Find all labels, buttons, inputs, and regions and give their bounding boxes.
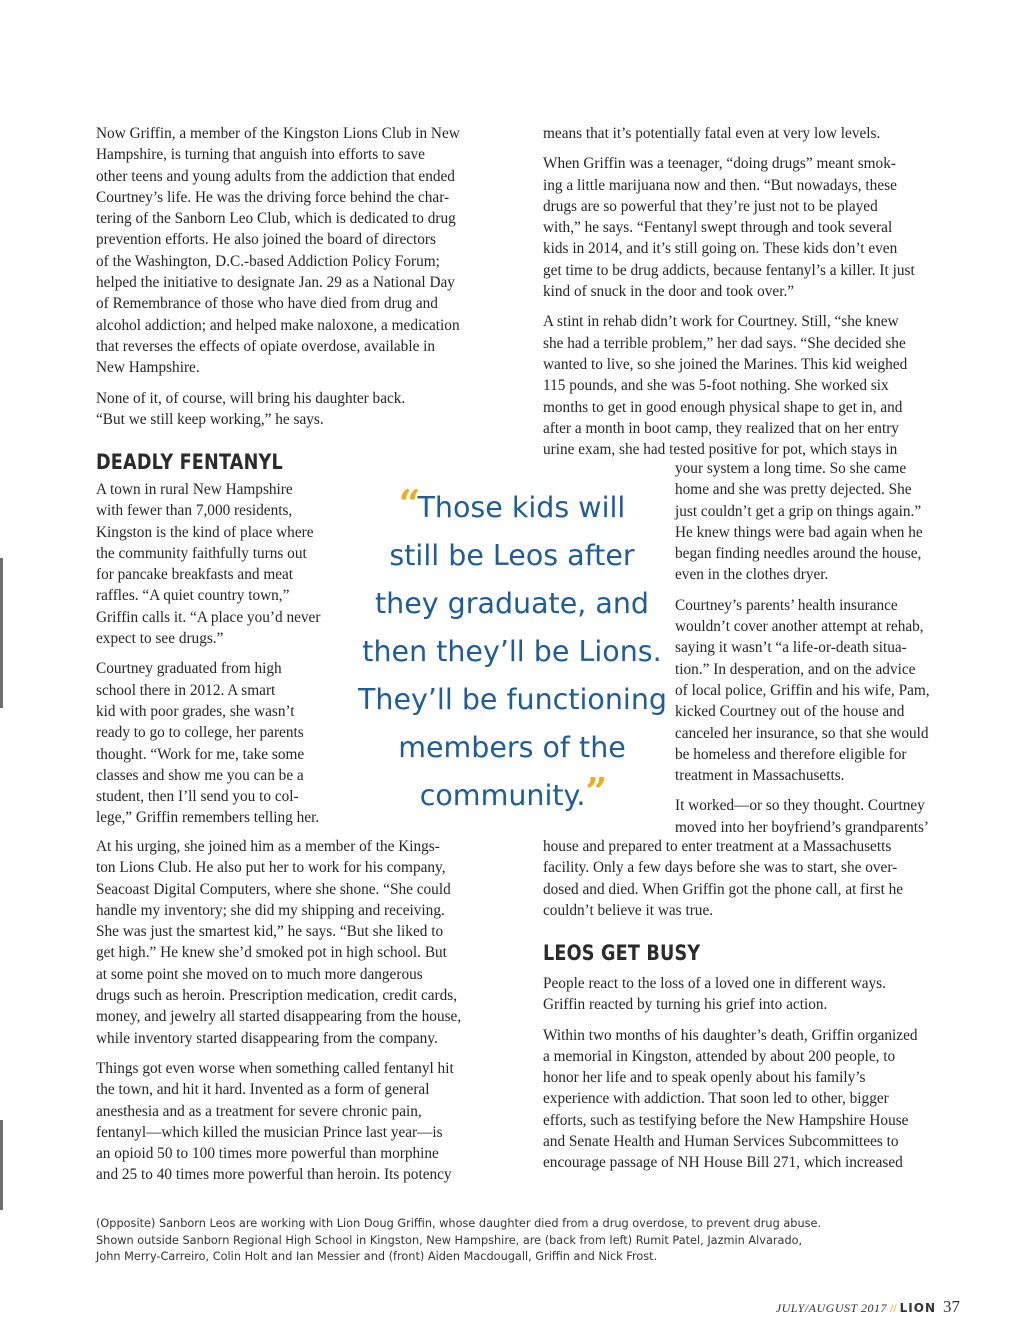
- text-line: kids in 2014, and it’s still going on. These kids don’t even: [543, 240, 898, 258]
- footer-magazine-name: LION: [899, 1301, 936, 1315]
- text-line: alcohol addiction; and helped make naloxone, a medication: [96, 316, 460, 334]
- paragraph: [543, 973, 963, 1016]
- article-col2-mid: [543, 836, 963, 921]
- text-line: and Senate Health and Human Services Subcommittees to: [543, 1133, 899, 1151]
- text-line: student, then I’ll send you to col-: [96, 788, 299, 806]
- text-line: Griffin calls it. “A place you’d never: [96, 608, 321, 626]
- open-quote-mark: “: [398, 481, 418, 526]
- text-line: prevention efforts. He also joined the board of directors: [96, 231, 436, 249]
- text-line: kid with poor grades, she wasn’t: [96, 702, 295, 720]
- text-line: and 25 to 40 times more powerful than heroin. Its potency: [96, 1166, 452, 1184]
- text-line: be homeless and therefore eligible for: [675, 745, 907, 763]
- text-line: experience with addiction. That soon led to other, bigger: [543, 1090, 889, 1108]
- text-line: home and she was pretty dejected. She: [675, 481, 912, 499]
- paragraph: [543, 153, 963, 302]
- text-line: drugs are so powerful that they’re just not to be played: [543, 197, 878, 215]
- text-line: house and prepared to enter treatment at a Massachusetts: [543, 838, 892, 855]
- text-line: dosed and died. When Griffin got the phone call, at first he: [543, 880, 904, 898]
- text-line: thought. “Work for me, take some: [96, 745, 305, 763]
- text-line: couldn’t believe it was true.: [543, 901, 714, 919]
- text-line: helped the initiative to designate Jan. 29 as a National Day: [96, 274, 455, 292]
- text-line: ready to go to college, her parents: [96, 724, 304, 742]
- paragraph: [96, 479, 358, 649]
- paragraph: [675, 595, 965, 787]
- text-line: treatment in Massachusetts.: [675, 767, 845, 785]
- text-line: 115 pounds, and she was 5-foot nothing. She worked six: [543, 377, 889, 395]
- paragraph: [675, 795, 965, 838]
- pull-quote-text: They’ll be functioning: [358, 683, 668, 716]
- text-line: Things got even worse when something called fentanyl hit: [96, 1059, 454, 1077]
- text-line: kind of snuck in the door and took over.”: [543, 283, 795, 301]
- text-line: efforts, such as testifying before the New Hampshire House: [543, 1111, 909, 1129]
- footer-separator: //: [889, 1301, 897, 1315]
- article-col2-bottom: [543, 973, 963, 1174]
- text-line: Courtney’s parents’ health insurance: [675, 596, 898, 614]
- text-line: at some point she moved on to much more dangerous: [96, 965, 423, 983]
- text-line: of Remembrance of those who have died from drug and: [96, 295, 438, 313]
- paragraph: [543, 311, 963, 460]
- text-line: a memorial in Kingston, attended by about 200 people, to: [543, 1047, 896, 1065]
- text-line: your system a long time. So she came: [675, 460, 907, 477]
- text-line: of the Washington, D.C.-based Addiction Policy Forum;: [96, 252, 440, 270]
- text-line: At his urging, she joined him as a member of the Kings-: [96, 838, 440, 855]
- footer-page-number: 37: [943, 1297, 960, 1316]
- text-line: honor her life and to speak openly about his family’s: [543, 1069, 866, 1087]
- text-line: wanted to live, so she joined the Marines. This kid weighed: [543, 355, 908, 373]
- pull-quote-line: [358, 628, 666, 676]
- article-col1-top: [96, 123, 516, 430]
- close-quote-mark: ”: [585, 769, 605, 814]
- text-line: facility. Only a few days before she was to start, she over-: [543, 859, 898, 877]
- text-line: (Opposite) Sanborn Leos are working with Lion Doug Griffin, whose daughter died from a drug overdose, to prevent drug abuse.: [96, 1217, 822, 1230]
- text-line: even in the clothes dryer.: [675, 566, 829, 584]
- text-line: the community faithfully turns out: [96, 544, 307, 562]
- paragraph: [96, 1058, 516, 1186]
- text-line: Kingston is the kind of place where: [96, 523, 314, 541]
- text-line: tering of the Sanborn Leo Club, which is dedicated to drug: [96, 210, 456, 228]
- text-line: Seacoast Digital Computers, where she shone. “She could: [96, 880, 451, 898]
- page-edge-shadow: [0, 1120, 3, 1210]
- text-line: When Griffin was a teenager, “doing drugs” meant smok-: [543, 155, 896, 173]
- text-line: get time to be drug addicts, because fentanyl’s a killer. It just: [543, 261, 915, 279]
- paragraph: [96, 658, 358, 828]
- article-col2-narrow: [675, 458, 965, 838]
- text-line: encourage passage of NH House Bill 271, which increased: [543, 1154, 903, 1172]
- text-line: kicked Courtney out of the house and: [675, 703, 905, 721]
- pull-quote-text: then they’ll be Lions.: [362, 635, 662, 668]
- text-line: None of it, of course, will bring his daughter back.: [96, 389, 406, 407]
- pull-quote-line: [358, 481, 666, 532]
- text-line: fentanyl—which killed the musician Prince last year—is: [96, 1123, 443, 1141]
- footer-issue-date: JULY/AUGUST 2017: [775, 1301, 887, 1315]
- text-line: means that it’s potentially fatal even at very low levels.: [543, 125, 881, 142]
- text-line: Courtney’s life. He was the driving force behind the char-: [96, 188, 450, 206]
- text-line: while inventory started disappearing from the company.: [96, 1029, 438, 1047]
- pull-quote: [358, 481, 668, 820]
- paragraph: [543, 123, 963, 144]
- text-line: New Hampshire.: [96, 359, 200, 377]
- text-line: It worked—or so they thought. Courtney: [675, 797, 925, 815]
- text-line: months to get in good enough physical shape to get in, and: [543, 398, 903, 416]
- text-line: with fewer than 7,000 residents,: [96, 502, 293, 520]
- text-line: canceled her insurance, so that she would: [675, 724, 929, 742]
- text-line: began finding needles around the house,: [675, 545, 922, 563]
- pull-quote-line: [358, 769, 666, 820]
- text-line: after a month in boot camp, they realized that on her entry: [543, 419, 899, 437]
- pull-quote-line: [358, 580, 666, 628]
- text-line: other teens and young adults from the addiction that ended: [96, 167, 455, 185]
- text-line: expect to see drugs.”: [96, 630, 224, 648]
- text-line: “But we still keep working,” he says.: [96, 410, 324, 428]
- text-line: get high.” He knew she’d smoked pot in high school. But: [96, 944, 447, 962]
- heading-leos-get-busy: LEOS GET BUSY: [543, 941, 701, 965]
- text-line: just couldn’t get a grip on things again.”: [675, 502, 922, 520]
- text-line: money, and jewelry all started disappearing from the house,: [96, 1008, 462, 1026]
- text-line: ton Lions Club. He also put her to work for his company,: [96, 859, 446, 877]
- text-line: She was just the smartest kid,” he says. “But she liked to: [96, 923, 444, 941]
- article-col2-top: [543, 123, 963, 460]
- paragraph: [543, 836, 963, 921]
- pull-quote-line: [358, 532, 666, 580]
- text-line: classes and show me you can be a: [96, 766, 304, 784]
- pull-quote-text: community.: [419, 779, 586, 812]
- photo-caption: [96, 1216, 821, 1266]
- page-footer: [776, 1297, 960, 1317]
- text-line: Courtney graduated from high: [96, 660, 282, 678]
- text-line: Griffin reacted by turning his grief into action.: [543, 996, 828, 1014]
- pull-quote-text: members of the: [398, 731, 626, 764]
- paragraph: [543, 1025, 963, 1174]
- pull-quote-line: [358, 724, 666, 772]
- page-edge-shadow: [0, 558, 3, 708]
- text-line: Shown outside Sanborn Regional High School in Kingston, New Hampshire, are (back from left) Rumit Patel, Jazmin Alvarado,: [96, 1233, 803, 1247]
- text-line: urine exam, she had tested positive for pot, which stays in: [543, 441, 898, 459]
- text-line: of local police, Griffin and his wife, Pam,: [675, 681, 930, 699]
- article-col1-narrow: [96, 479, 358, 829]
- text-line: Within two months of his daughter’s death, Griffin organized: [543, 1026, 918, 1044]
- heading-deadly-fentanyl: DEADLY FENTANYL: [96, 450, 283, 474]
- text-line: ing a little marijuana now and then. “But nowadays, these: [543, 176, 897, 194]
- text-line: she had a terrible problem,” her dad says. “She decided she: [543, 334, 906, 352]
- text-line: drugs such as heroin. Prescription medication, credit cards,: [96, 987, 458, 1005]
- text-line: moved into her boyfriend’s grandparents’: [675, 818, 930, 836]
- text-line: John Merry-Carreiro, Colin Holt and Ian Messier and (front) Aiden Macdougall, Griffin and Nick Frost.: [96, 1250, 658, 1263]
- text-line: the town, and hit it hard. Invented as a form of general: [96, 1081, 430, 1099]
- pull-quote-line: [358, 676, 666, 724]
- text-line: A town in rural New Hampshire: [96, 481, 293, 498]
- pull-quote-text: they graduate, and: [374, 587, 650, 620]
- text-line: A stint in rehab didn’t work for Courtney. Still, “she knew: [543, 313, 899, 331]
- text-line: with,” he says. “Fentanyl swept through and took several: [543, 219, 893, 237]
- text-line: an opioid 50 to 100 times more powerful than morphine: [96, 1145, 439, 1163]
- pull-quote-text: still be Leos after: [389, 539, 635, 572]
- text-line: lege,” Griffin remembers telling her.: [96, 809, 320, 827]
- article-col1-bottom: [96, 836, 516, 1186]
- text-line: raffles. “A quiet country town,”: [96, 587, 290, 605]
- text-line: handle my inventory; she did my shipping and receiving.: [96, 901, 445, 919]
- pull-quote-text: Those kids will: [417, 491, 626, 524]
- paragraph: [96, 836, 516, 1049]
- text-line: wouldn’t cover another attempt at rehab,: [675, 618, 924, 636]
- text-line: People react to the loss of a loved one in different ways.: [543, 975, 886, 992]
- paragraph: [96, 123, 516, 379]
- text-line: Hampshire, is turning that anguish into efforts to save: [96, 146, 425, 164]
- text-line: Now Griffin, a member of the Kingston Lions Club in New: [96, 125, 460, 142]
- text-line: tion.” In desperation, and on the advice: [675, 660, 916, 678]
- text-line: He knew things were bad again when he: [675, 523, 923, 541]
- paragraph: [96, 388, 516, 431]
- text-line: for pancake breakfasts and meat: [96, 566, 294, 584]
- text-line: saying it wasn’t “a life-or-death situa-: [675, 639, 907, 657]
- text-line: school there in 2012. A smart: [96, 681, 276, 699]
- paragraph: [675, 458, 965, 586]
- text-line: that reverses the effects of opiate overdose, available in: [96, 337, 436, 355]
- text-line: anesthesia and as a treatment for severe chronic pain,: [96, 1102, 422, 1120]
